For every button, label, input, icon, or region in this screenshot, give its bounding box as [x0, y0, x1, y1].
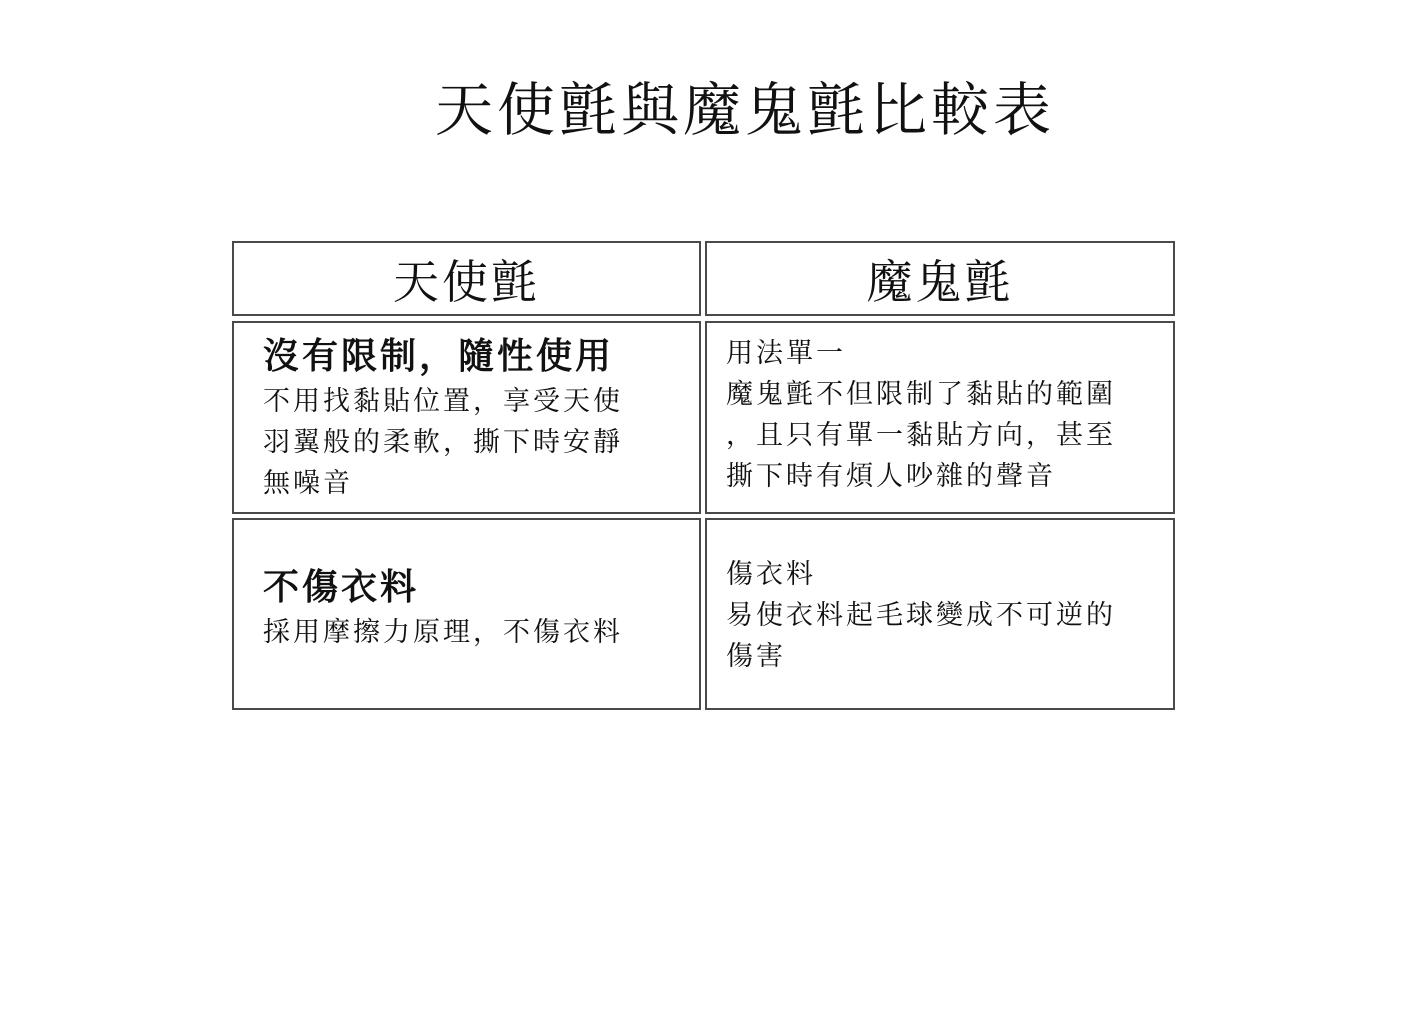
- header-angel: 天使氈: [232, 241, 701, 316]
- cell-text-line: 撕下時有煩人吵雜的聲音: [726, 461, 1056, 492]
- table-cell-devil-2: [705, 518, 1175, 710]
- cell-text-line: 傷衣料: [726, 559, 816, 590]
- cell-text-line: 不用找黏貼位置，享受天使: [263, 386, 623, 417]
- cell-heading: 不傷衣料: [263, 567, 420, 608]
- cell-text-line: 用法單一: [726, 338, 846, 369]
- cell-text-line: 魔鬼氈不但限制了黏貼的範圍: [726, 379, 1116, 410]
- cell-text-line: ，且只有單一黏貼方向，甚至: [726, 420, 1116, 451]
- cell-text-line: 採用摩擦力原理，不傷衣料: [263, 617, 623, 648]
- cell-text-line: 無噪音: [263, 468, 353, 499]
- cell-heading: 沒有限制，隨性使用: [263, 336, 615, 377]
- page-title: 天使氈與魔鬼氈比較表: [434, 76, 1055, 144]
- header-devil: 魔鬼氈: [705, 241, 1175, 316]
- cell-text-line: 傷害: [726, 641, 786, 672]
- cell-text-line: 羽翼般的柔軟，撕下時安靜: [263, 427, 623, 458]
- cell-text-line: 易使衣料起毛球變成不可逆的: [726, 600, 1116, 631]
- table-cell-angel-1: [232, 321, 701, 514]
- table-cell-devil-1: [705, 321, 1175, 514]
- table-cell-angel-2: [232, 518, 701, 710]
